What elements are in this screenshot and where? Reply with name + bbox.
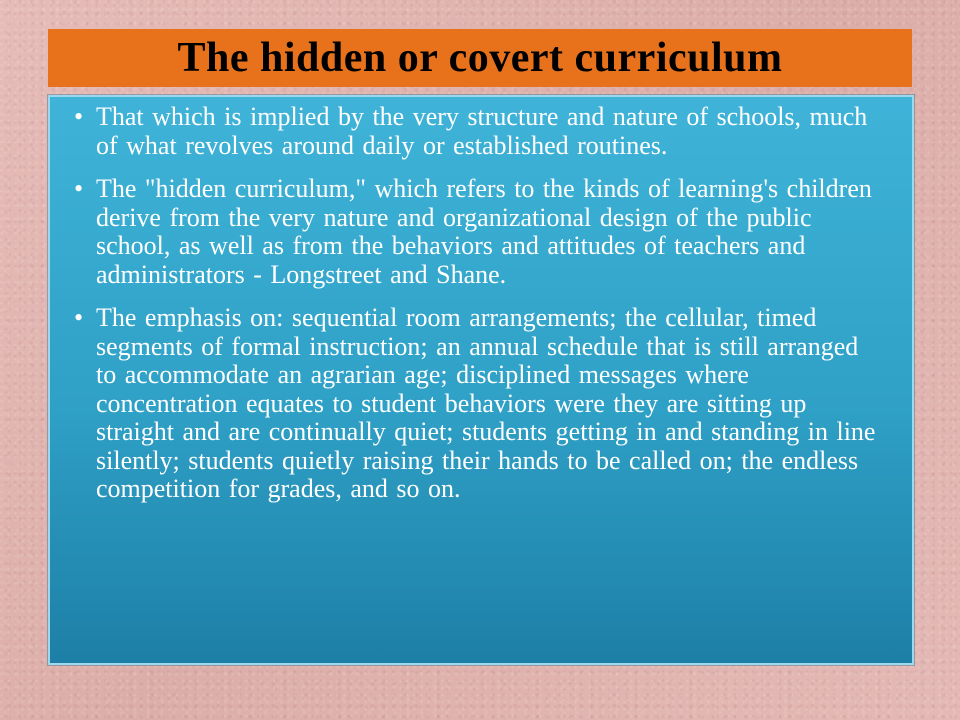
- bullet-list: [68, 103, 882, 504]
- bullet-icon: •: [74, 303, 84, 332]
- bullet-item: [68, 304, 882, 504]
- bullet-icon: •: [74, 174, 84, 203]
- bullet-item: [68, 103, 882, 160]
- bullet-icon: •: [74, 102, 84, 131]
- bullet-text: The "hidden curriculum," which refers to the kinds of learning's children derive from the very nature and organizational design of the public school, as well as from the behaviors and attitudes of teachers and administrators - Longstreet and Shane.: [96, 174, 872, 289]
- slide-title: The hidden or covert curriculum: [177, 35, 783, 81]
- title-bar: [48, 29, 912, 87]
- bullet-item: [68, 175, 882, 289]
- bullet-text: The emphasis on: sequential room arrangements; the cellular, timed segments of formal instruction; an annual schedule that is still arranged to accommodate an agrarian age; disciplined messages where concentration equates to student behaviors were they are sitting up straight and are continually quiet; students getting in and standing in line silently; students quietly raising their hands to be called on; the endless competition for grades, and so on.: [96, 303, 876, 503]
- bullet-text: That which is implied by the very structure and nature of schools, much of what revolves around daily or established routines.: [96, 102, 868, 160]
- content-box: [48, 95, 914, 665]
